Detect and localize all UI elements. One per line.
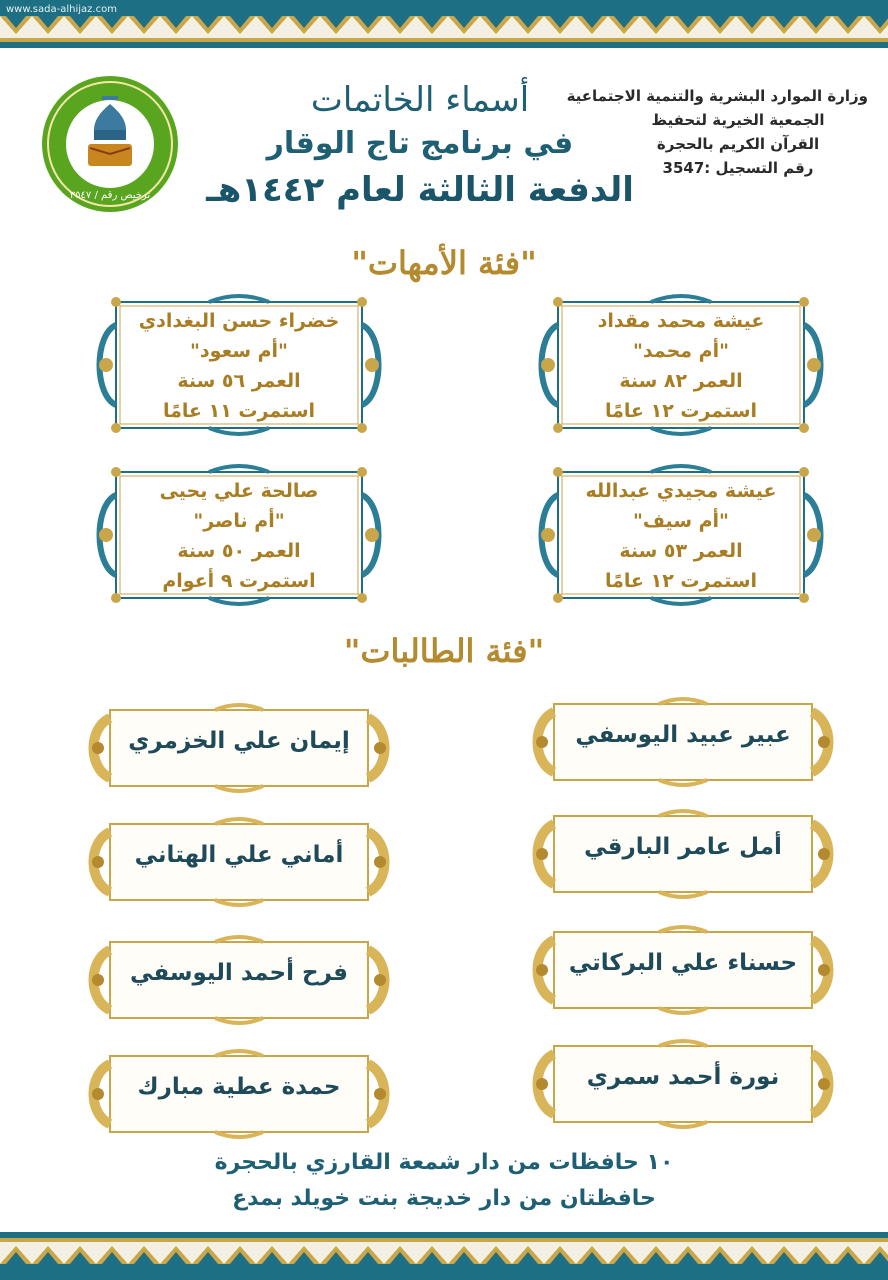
mother-card-text <box>128 306 350 426</box>
mother-name: صالحة علي يحيى <box>159 480 319 502</box>
mother-nickname: "أم محمد" <box>632 340 730 362</box>
section-heading-students: "فئة الطالبات" <box>343 632 545 670</box>
student-card <box>84 814 394 910</box>
mother-card <box>536 462 826 608</box>
student-card <box>528 922 838 1018</box>
mother-card-text <box>128 476 350 596</box>
registration-number: رقم التسجيل :3547 <box>662 159 814 177</box>
student-name: فرح أحمد اليوسفي <box>130 960 348 986</box>
association-line: الجمعية الخيرية لتحفيظ <box>651 111 825 129</box>
mother-age: العمر ٥٦ سنة <box>177 370 301 392</box>
mother-card <box>94 292 384 438</box>
program-title: في برنامج تاج الوقار <box>266 126 574 161</box>
association-line: القرآن الكريم بالحجرة <box>656 135 820 153</box>
ornament-pattern <box>0 1232 888 1280</box>
mother-name: عيشة مجيدي عبدالله <box>585 480 777 502</box>
student-card <box>528 806 838 902</box>
mother-duration: استمرت ١٢ عامًا <box>604 400 758 422</box>
watermark-text: www.sada-alhijaz.com <box>6 4 117 15</box>
student-card <box>84 932 394 1028</box>
student-name: حسناء علي البركاتي <box>568 950 798 976</box>
student-card <box>528 694 838 790</box>
mother-duration: استمرت ١٢ عامًا <box>604 570 758 592</box>
student-name: عبير عبيد اليوسفي <box>575 722 791 748</box>
ministry-line: وزارة الموارد البشرية والتنمية الاجتماعية <box>566 87 868 105</box>
mother-card-text <box>570 476 792 596</box>
ministry-block <box>566 84 868 180</box>
logo-license-text: ترخيص رقم / ٣٥٤٧ <box>69 190 151 201</box>
mother-name: عيشة محمد مقداد <box>597 310 765 332</box>
mother-card <box>94 462 384 608</box>
student-name: نورة أحمد سمري <box>586 1064 780 1090</box>
mother-card <box>536 292 826 438</box>
batch-title: الدفعة الثالثة لعام ١٤٤٢هـ <box>206 170 634 210</box>
ornament-pattern <box>0 0 888 48</box>
page-title: أسماء الخاتمات <box>310 80 530 120</box>
student-card <box>528 1036 838 1132</box>
mother-age: العمر ٨٢ سنة <box>619 370 743 392</box>
student-name: أمل عامر البارقي <box>584 834 782 860</box>
student-name: أماني علي الهتاني <box>134 842 344 868</box>
footer-line: حافظتان من دار خديجة بنت خويلد بمدع <box>232 1186 656 1211</box>
association-logo <box>38 74 182 214</box>
mother-nickname: "أم ناصر" <box>193 510 285 532</box>
mother-card-text <box>570 306 792 426</box>
mother-nickname: "أم سيف" <box>633 510 729 532</box>
section-heading-mothers: "فئة الأمهات" <box>351 244 537 282</box>
student-name: إيمان علي الخزمري <box>128 728 350 754</box>
mother-name: خضراء حسن البغدادي <box>138 310 340 332</box>
student-name: حمدة عطية مبارك <box>137 1074 341 1100</box>
mother-duration: استمرت ٩ أعوام <box>162 570 316 592</box>
top-ornament-band <box>0 0 888 48</box>
mother-duration: استمرت ١١ عامًا <box>162 400 316 422</box>
mother-nickname: "أم سعود" <box>190 340 288 362</box>
footer-line: ١٠ حافظات من دار شمعة القارزي بالحجرة <box>214 1150 674 1175</box>
mother-age: العمر ٥٣ سنة <box>619 540 743 562</box>
mother-age: العمر ٥٠ سنة <box>177 540 301 562</box>
bottom-ornament-band <box>0 1232 888 1280</box>
student-card <box>84 1046 394 1142</box>
student-card <box>84 700 394 796</box>
